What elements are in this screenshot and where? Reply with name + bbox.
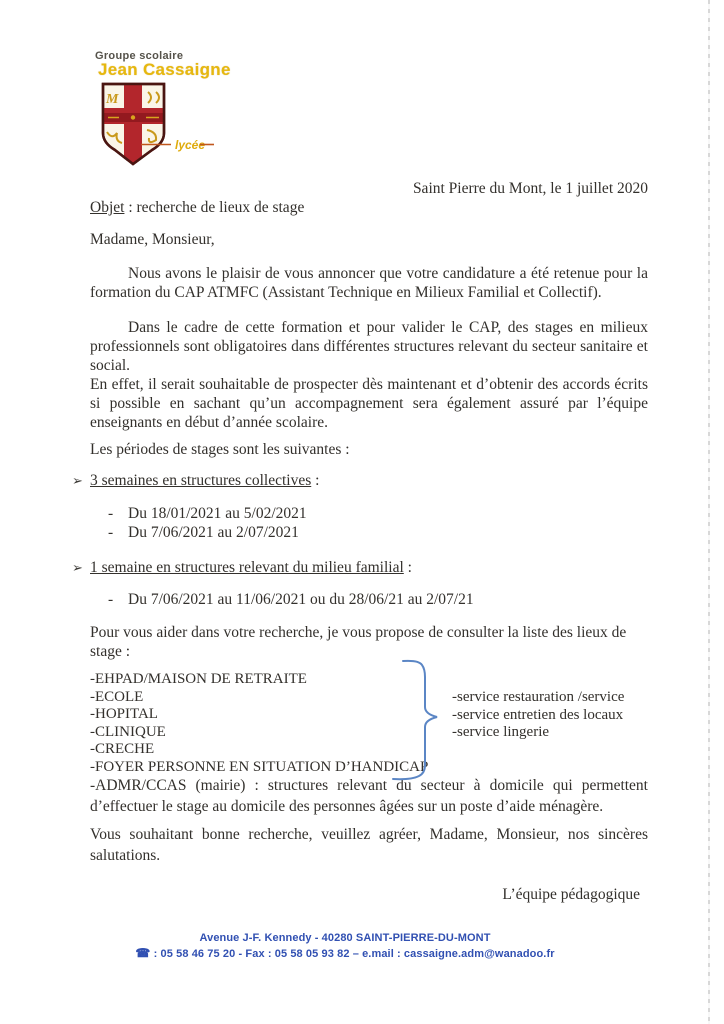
list-item: -HOPITAL [90,706,158,722]
help-intro: Pour vous aider dans votre recherche, je vous propose de consulter la liste des lieux de stage : [90,624,627,660]
letterhead [95,50,648,173]
salutation: Madame, Monsieur, [90,231,215,248]
dash-marker: - [108,505,114,522]
subject-line [90,198,648,217]
list-item: -service restauration /service [452,689,625,705]
collective-dates [108,504,648,542]
paragraph-context: Dans le cadre de cette formation et pour valider le CAP, des stages en milieux professionnels sont obligatoires dans différentes structures relevant du secteur sanitaire et social. [90,319,648,374]
arrow-bullet-icon: ➢ [72,473,83,488]
scan-artifact-line [708,0,710,1024]
list-item [108,590,648,609]
paragraph-intro: Nous avons le plaisir de vous annoncer que votre candidature a été retenue pour la formation du CAP ATMFC (Assistant Technique en Milieux Familial et Collectif). [90,265,648,301]
stage-places-section [90,671,648,774]
list-item: -EHPAD/MAISON DE RETRAITE [90,671,307,687]
bullet-collective [72,471,648,490]
bullet-collective-heading: 3 semaines en structures collectives [90,472,312,489]
subject-separator: : [124,199,137,216]
footer-contacts-line [60,946,630,962]
footer [60,931,630,962]
subject-label: Objet [90,199,125,216]
phone-icon: ☎ [135,946,151,960]
bullet-familial [72,558,648,577]
subject-text: recherche de lieux de stage [136,199,305,216]
list-item: -CRECHE [90,741,155,757]
letter-content [72,0,648,904]
list-item [108,504,648,523]
school-name: Jean Cassaigne [98,60,231,79]
list-item: -FOYER PERSONNE EN SITUATION D’HANDICAP [90,758,429,775]
list-item: -ECOLE [90,688,144,705]
svg-text:M: M [106,92,119,107]
school-crest-icon [95,81,217,173]
services-list [452,689,624,742]
dash-marker: - [108,591,114,608]
bullet-familial-heading: 1 semaine en structures relevant du milieu familial [90,559,404,576]
periods-intro: Les périodes de stages sont les suivantes : [90,441,350,458]
list-item [108,523,648,542]
dateline: Saint Pierre du Mont, le 1 juillet 2020 [412,180,648,197]
list-item: -service lingerie [452,724,550,740]
bullet-familial-suffix: : [403,559,412,576]
list-item: -service entretien des locaux [452,706,624,723]
closing-paragraph: Vous souhaitant bonne recherche, veuillez agréer, Madame, Monsieur, nos sincères salutations. [90,826,648,864]
paragraph-advice: En effet, il serait souhaitable de prospecter dès maintenant et d’obtenir des accords écrits si possible en sachant qu’un accompagnement sera également assuré par l’équipe enseignants en début d’année scolaire. [90,376,648,431]
school-group-label: Groupe scolaire [95,50,184,62]
footer-contacts: : 05 58 46 75 20 - Fax : 05 58 05 93 82 – e.mail : cassaigne.adm@wanadoo.fr [150,948,555,960]
lycee-label: lycée [175,138,206,152]
date-range: Du 18/01/2021 au 5/02/2021 [128,505,307,522]
footer-address: Avenue J-F. Kennedy - 40280 SAINT-PIERRE-DU-MONT [199,932,491,944]
bullet-collective-suffix: : [311,472,320,489]
curly-brace-icon [389,657,441,785]
arrow-bullet-icon: ➢ [72,560,83,575]
dash-marker: - [108,524,114,541]
date-range: Du 7/06/2021 au 2/07/2021 [128,524,299,541]
list-item: -CLINIQUE [90,723,166,740]
admr-note: -ADMR/CCAS (mairie) : structures relevant du secteur à domicile qui permettent d’effectuer le stage au domicile des personnes âgées sur un poste d’aide ménagère. [90,777,648,815]
signature: L’équipe pédagogique [502,886,640,903]
familial-dates [108,590,648,609]
date-range: Du 7/06/2021 au 11/06/2021 ou du 28/06/21 au 2/07/21 [128,591,474,608]
